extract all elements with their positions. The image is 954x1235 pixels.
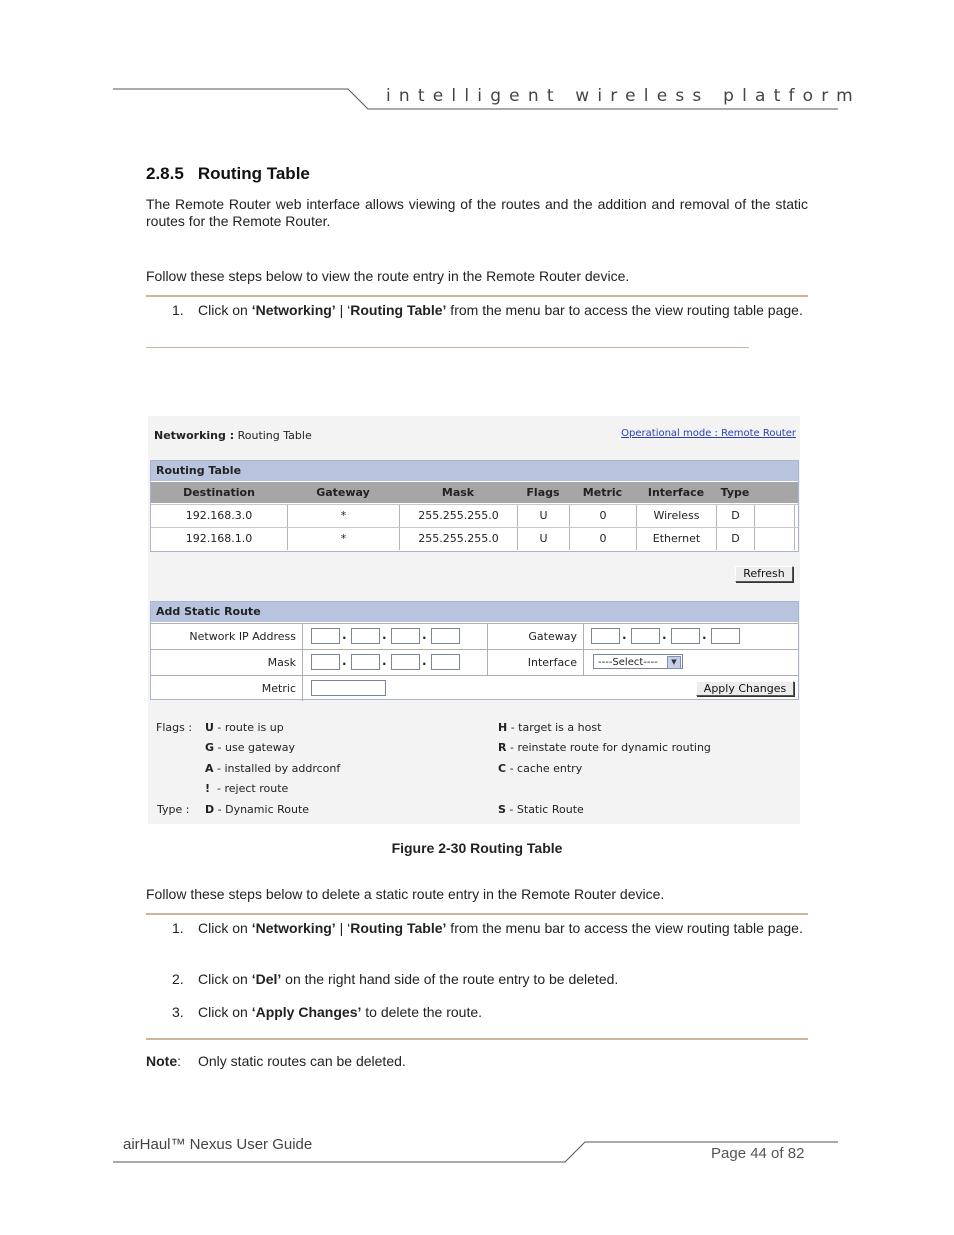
delete-step-3 (172, 1004, 808, 1021)
flag-desc: - reject route (210, 782, 289, 795)
mask-octet-1[interactable] (311, 654, 340, 670)
interface-select-value: ----Select---- (598, 657, 658, 668)
mask-row (151, 649, 798, 675)
mask-octet-4[interactable] (431, 654, 460, 670)
section-heading: Routing Table (197, 164, 310, 183)
cell-destination: 192.168.1.0 (151, 528, 288, 550)
flag-item-h (498, 718, 601, 738)
cell-interface: Wireless (637, 505, 717, 527)
type-label: Type : (157, 803, 190, 816)
intro-paragraph: The Remote Router web interface allows viewing of the routes and the addition and removal of the static routes for the Remote Router. (146, 196, 808, 229)
apply-changes-button[interactable]: Apply Changes (696, 681, 794, 696)
col-destination: Destination (183, 486, 255, 499)
metric-row (151, 675, 798, 701)
flag-item-u (205, 718, 284, 738)
header-rule (0, 0, 954, 130)
cell-action (755, 505, 795, 527)
step-bold: ‘Networking’ (251, 920, 336, 936)
flag-key: A (205, 762, 214, 775)
col-gateway: Gateway (316, 486, 370, 499)
gateway-label: Gateway (528, 630, 577, 643)
flag-desc: - use gateway (214, 741, 296, 754)
divider (146, 1038, 808, 1040)
cell-gateway: * (288, 505, 400, 527)
col-interface: Interface (647, 486, 705, 499)
cell-type: D (717, 505, 755, 527)
page-number: Page 44 of 82 (711, 1145, 805, 1162)
header-tagline: intelligent wireless platform (386, 86, 861, 106)
step-text: Click on (198, 1004, 252, 1020)
note-label: Note (146, 1053, 178, 1069)
col-type: Type (720, 486, 750, 499)
dot-separator: . (342, 628, 347, 642)
dot-separator: . (422, 654, 427, 668)
flag-key: U (205, 721, 214, 734)
step-bold: ‘Apply Changes’ (251, 1004, 362, 1020)
routing-table-panel (150, 460, 799, 552)
flag-item-a (205, 759, 340, 779)
flag-key: ! (205, 782, 211, 795)
mask-octet-2[interactable] (351, 654, 380, 670)
page-title-bold: Networking : (154, 429, 235, 442)
view-step-1 (172, 302, 808, 319)
section-title (146, 164, 310, 184)
delete-step-1 (172, 920, 808, 937)
flag-item-g (205, 738, 295, 758)
column-separator (583, 624, 584, 649)
flag-key: R (498, 741, 507, 754)
column-separator (302, 624, 303, 649)
network-ip-octet-3[interactable] (391, 628, 420, 644)
cell-action (755, 528, 795, 550)
footer-guide-title: airHaul™ Nexus User Guide (123, 1136, 313, 1153)
flag-desc: - route is up (213, 721, 284, 734)
note (146, 1053, 181, 1069)
divider (146, 913, 808, 915)
refresh-button[interactable]: Refresh (735, 566, 793, 582)
step-number: 1. (172, 920, 184, 936)
metric-input[interactable] (311, 680, 386, 696)
figure-caption: Figure 2-30 Routing Table (391, 840, 563, 856)
cell-metric: 0 (570, 505, 637, 527)
operational-mode-link[interactable]: Operational mode : Remote Router (621, 428, 796, 439)
network-ip-label: Network IP Address (189, 630, 296, 643)
note-colon: : (177, 1053, 182, 1069)
table-row (151, 527, 798, 550)
chevron-down-icon[interactable]: ▼ (667, 656, 681, 669)
step-text: Click on (198, 920, 252, 936)
network-ip-octet-4[interactable] (431, 628, 460, 644)
step-text: on the right hand side of the route entry to be deleted. (281, 971, 619, 987)
flag-item-c (498, 759, 582, 779)
mask-octet-3[interactable] (391, 654, 420, 670)
step-text: | ‘ (335, 302, 351, 318)
routing-table-header-row (151, 482, 798, 503)
flag-desc: - installed by addrconf (213, 762, 341, 775)
cell-flags: U (518, 528, 570, 550)
dot-separator: . (662, 628, 667, 642)
column-separator (302, 676, 303, 701)
step-text: | ‘ (335, 920, 351, 936)
col-flags: Flags (526, 486, 560, 499)
cell-mask: 255.255.255.0 (400, 528, 518, 550)
cell-flags: U (518, 505, 570, 527)
flag-item-reject (205, 779, 288, 799)
flag-desc: - Static Route (505, 803, 584, 816)
network-ip-row (151, 623, 798, 649)
cell-gateway: * (288, 528, 400, 550)
page-title (154, 429, 312, 442)
add-static-route-heading: Add Static Route (151, 602, 798, 622)
step-text: Click on (198, 971, 252, 987)
divider (146, 347, 749, 348)
table-row (151, 504, 798, 527)
gateway-octet-1[interactable] (591, 628, 620, 644)
flag-desc: - Dynamic Route (214, 803, 310, 816)
step-number: 2. (172, 971, 184, 987)
step-text: to delete the route. (361, 1004, 483, 1020)
cell-interface: Ethernet (637, 528, 717, 550)
network-ip-octet-2[interactable] (351, 628, 380, 644)
interface-label: Interface (527, 656, 577, 669)
note-text: Only static routes can be deleted. (198, 1053, 406, 1069)
gateway-octet-2[interactable] (631, 628, 660, 644)
flag-item-r (498, 738, 711, 758)
flag-key: G (205, 741, 215, 754)
view-lead: Follow these steps below to view the route entry in the Remote Router device. (146, 268, 630, 284)
step-bold: ‘Del’ (251, 971, 282, 987)
divider (146, 295, 808, 297)
dot-separator: . (422, 628, 427, 642)
flag-desc: - cache entry (506, 762, 583, 775)
flag-key: S (498, 803, 506, 816)
cell-mask: 255.255.255.0 (400, 505, 518, 527)
cell-type: D (717, 528, 755, 550)
interface-select[interactable] (593, 654, 683, 669)
routing-table-heading: Routing Table (151, 461, 798, 481)
metric-label: Metric (261, 682, 296, 695)
step-text: from the menu bar to access the view routing table page. (446, 302, 803, 318)
delete-lead: Follow these steps below to delete a static route entry in the Remote Router device. (146, 886, 665, 902)
mask-label: Mask (267, 656, 296, 669)
page-title-rest: Routing Table (234, 429, 312, 442)
add-static-route-panel (150, 601, 799, 700)
flags-label: Flags : (156, 721, 193, 734)
step-number: 1. (172, 302, 184, 318)
step-text: from the menu bar to access the view routing table page. (446, 920, 803, 936)
flag-key: H (498, 721, 508, 734)
gateway-octet-3[interactable] (671, 628, 700, 644)
flag-desc: - target is a host (507, 721, 602, 734)
dot-separator: . (382, 628, 387, 642)
step-bold: ‘Networking’ (251, 302, 336, 318)
step-number: 3. (172, 1004, 184, 1020)
type-item-d (205, 800, 309, 820)
type-item-s (498, 800, 584, 820)
flag-desc: - reinstate route for dynamic routing (506, 741, 711, 754)
step-bold: Routing Table’ (350, 302, 447, 318)
col-metric: Metric (582, 486, 623, 499)
dot-separator: . (382, 654, 387, 668)
flag-key: D (205, 803, 215, 816)
step-bold: Routing Table’ (350, 920, 447, 936)
flag-key: C (498, 762, 507, 775)
dot-separator: . (622, 628, 627, 642)
col-mask: Mask (441, 486, 475, 499)
cell-destination: 192.168.3.0 (151, 505, 288, 527)
routing-table-figure (148, 416, 800, 824)
section-number: 2.8.5 (146, 164, 184, 183)
gateway-octet-4[interactable] (711, 628, 740, 644)
column-separator (302, 650, 303, 675)
column-separator (583, 650, 584, 675)
delete-step-2 (172, 971, 808, 988)
cell-metric: 0 (570, 528, 637, 550)
dot-separator: . (702, 628, 707, 642)
dot-separator: . (342, 654, 347, 668)
network-ip-octet-1[interactable] (311, 628, 340, 644)
step-text: Click on (198, 302, 252, 318)
